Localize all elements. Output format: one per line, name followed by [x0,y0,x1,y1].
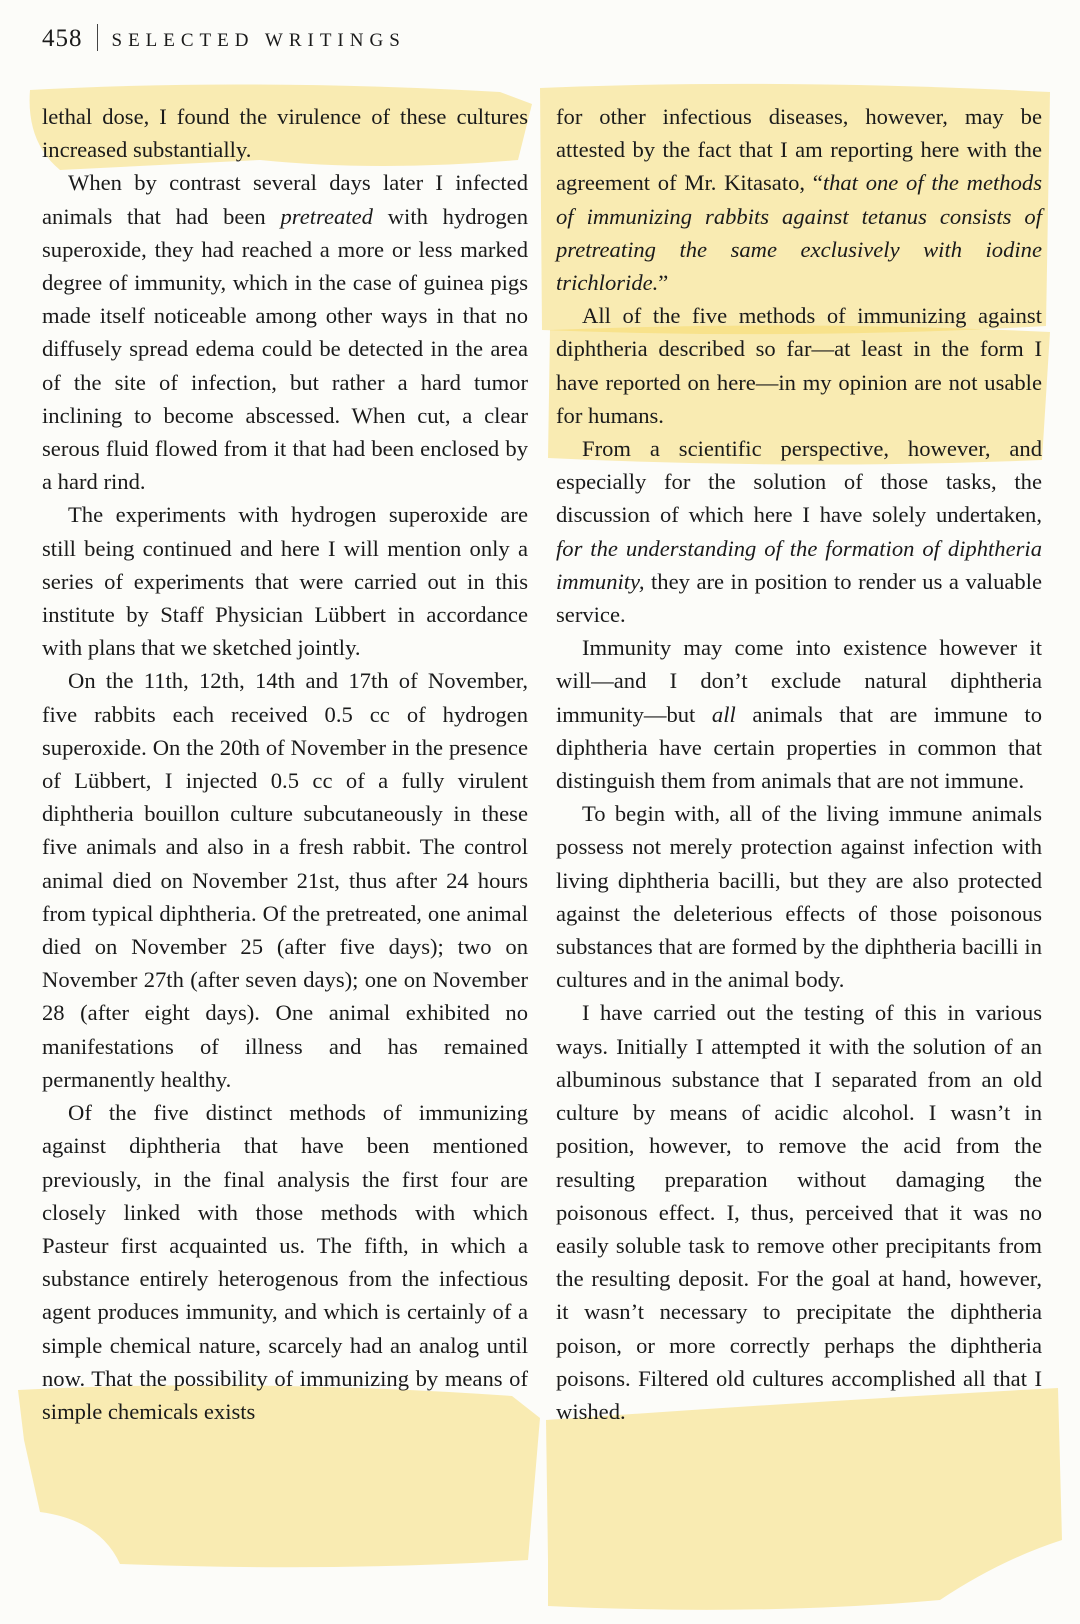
text-run: animals that are immune to diphtheria have certain properties in common that distinguish them from animals that are not immune. [556,701,1043,794]
page-number: 458 [42,25,83,52]
paragraph [42,498,528,664]
paragraph [556,432,1042,631]
paragraph [556,299,1042,432]
paragraph [556,797,1042,996]
text-run: ” [658,270,669,296]
running-head: SELECTED WRITINGS [111,30,406,51]
italic-text-run: pretreated [280,203,373,229]
italic-text-run: for the understanding of the formation of diphtheria immunity, [556,535,1042,594]
paragraph [42,1096,528,1428]
paragraph [42,166,528,498]
text-run: with hydrogen superoxide, they had reached a more or less marked degree of immunity, which in the case of guinea pigs made itself noticeable among other ways in that no diffusely spread edema could be detected in the area of the site of infection, but rather a hard tumor inclining to become abscessed. When cut, a clear serous fluid flowed from it that had been enclosed by a hard rind. [42,203,528,495]
text-run: they are in position to render us a valuable service. [556,568,1042,628]
right-text-column [556,100,1042,1428]
text-run: On the 11th, 12th, 14th and 17th of November, five rabbits each received 0.5 cc of hydrogen superoxide. On the 20th of November in the presence of Lübbert, I injected 0.5 cc of a fully virulent diphtheria bouillon culture subcutaneously in these five animals and also in a fresh rabbit. The control animal died on November 21st, thus after 24 hours from typical diphtheria. Of the pretreated, one animal died on November 25 (after five days); two on November 27th (after seven days); one on November 28 (after eight days). One animal exhibited no manifestations of illness and has remained permanently healthy. [42,668,528,1092]
paragraph [42,664,528,1096]
italic-text-run: that one of the methods of immunizing rabbits against tetanus consists of pretreating the same exclusively with iodine trichloride. [556,170,1042,296]
paragraph [556,631,1042,797]
italic-text-run: all [711,701,736,727]
left-text-column [42,100,528,1428]
paragraph-continued [42,100,528,166]
text-run: From a scientific perspective, however, and especially for the solution of those tasks, the discussion of which here I have solely undertaken, [556,436,1042,528]
text-run: All of the five methods of immunizing against diphtheria described so far—at least in the form I have reported on here—in my opinion are not usable for humans. [556,303,1042,428]
text-run: Immunity may come into existence however it will—and I don’t exclude natural diphtheria immunity—but [556,635,1042,727]
text-run: To begin with, all of the living immune animals possess not merely protection against infection with living diphtheria bacilli, but they are also protected against the deleterious effects of those poisonous substances that are formed by the diphtheria bacilli in cultures and in the animal body. [556,801,1042,993]
text-run: I have carried out the testing of this in various ways. Initially I attempted it with the solution of an albuminous substance that I separated from an old culture by means of acidic alcohol. I wasn’t in position, however, to remove the acid from the resulting preparation without damaging the poisonous effect. I, thus, perceived that it was no easily soluble task to remove other precipitants from the resulting deposit. For the goal at hand, however, it wasn’t necessary to precipitate the diphtheria poison, or more correctly perhaps the diphtheria poisons. Filtered old cultures accomplished all that I wished. [556,1000,1042,1424]
paragraph [556,996,1042,1428]
paragraph-continued [556,100,1042,299]
text-run: The experiments with hydrogen superoxide are still being continued and here I will mention only a series of experiments that were carried out in this institute by Staff Physician Lübbert in accordance with plans that we sketched jointly. [42,502,528,661]
text-run: Of the five distinct methods of immunizing against diphtheria that have been mentioned previously, in the final analysis the first four are closely linked with those methods with which Pasteur first acquainted us. The fifth, in which a substance entirely heterogenous from the infectious agent produces immunity, and which is certainly of a simple chemical nature, scarcely had an analog until now. That the possibility of immunizing by means of simple chemicals exists [42,1100,528,1424]
text-run: for other infectious diseases, however, may be attested by the fact that I am reporting here with the agreement of Mr. Kitasato, “ [556,104,1042,196]
page-header [42,22,406,58]
text-run: lethal dose, I found the virulence of these cultures increased substantially. [42,104,528,163]
text-run: When by contrast several days later I infected animals that had been [42,170,528,229]
header-divider [97,24,98,51]
